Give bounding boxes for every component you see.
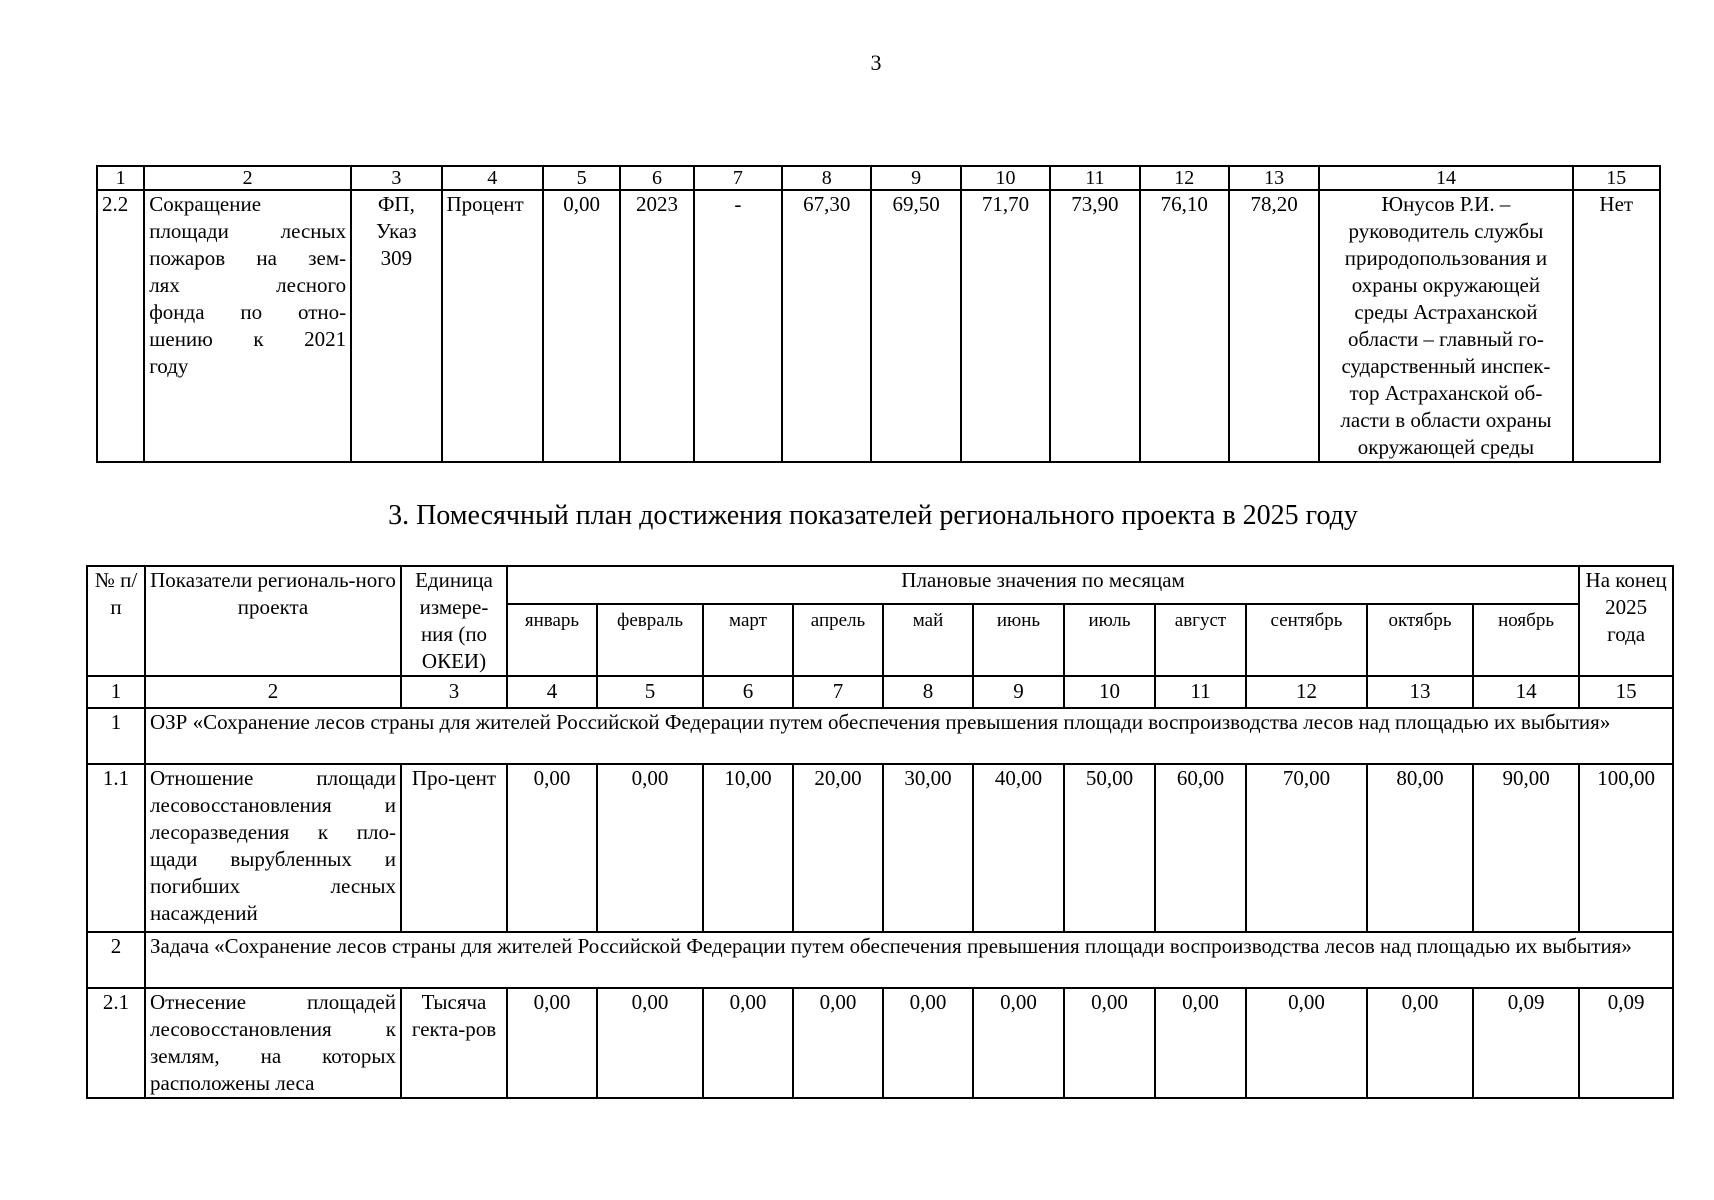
value-january: 0,00 bbox=[507, 764, 597, 932]
value-july: 50,00 bbox=[1064, 764, 1155, 932]
month-february: февраль bbox=[597, 604, 703, 676]
value-april: 0,00 bbox=[793, 988, 883, 1098]
base-year: 2023 bbox=[620, 190, 693, 462]
indicator-name: Отнесение площадей лесовосстановления к землям, на которых расположены леса bbox=[145, 988, 401, 1098]
value-year-end: 100,00 bbox=[1579, 764, 1673, 932]
section-text: Задача «Сохранение лесов страны для жителей Российской Федерации путем обеспечения превышения площади воспроизводства лесов над площадью их выбытия» bbox=[145, 932, 1673, 988]
col-number: 9 bbox=[973, 676, 1064, 708]
value-8: 67,30 bbox=[782, 190, 871, 462]
table1-col-4: 4 bbox=[442, 166, 543, 190]
col-number: 6 bbox=[703, 676, 793, 708]
month-june: июнь bbox=[973, 604, 1064, 676]
value-year-end: 0,09 bbox=[1579, 988, 1673, 1098]
table1-header-row bbox=[97, 166, 1660, 190]
table1-col-14: 14 bbox=[1319, 166, 1572, 190]
month-march: март bbox=[703, 604, 793, 676]
table-row bbox=[97, 190, 1660, 462]
base-value: 0,00 bbox=[543, 190, 620, 462]
col-number: 3 bbox=[401, 676, 507, 708]
value-may: 0,00 bbox=[883, 988, 973, 1098]
col-number: 14 bbox=[1473, 676, 1579, 708]
col15-value: Нет bbox=[1573, 190, 1661, 462]
month-september: сентябрь bbox=[1246, 604, 1367, 676]
table-row-section bbox=[87, 708, 1673, 764]
unit: Тысяча гекта-ров bbox=[401, 988, 507, 1098]
value-february: 0,00 bbox=[597, 988, 703, 1098]
value-january: 0,00 bbox=[507, 988, 597, 1098]
table1-col-8: 8 bbox=[782, 166, 871, 190]
col-number: 15 bbox=[1579, 676, 1673, 708]
row-number: 2.1 bbox=[87, 988, 145, 1098]
col-number: 5 bbox=[597, 676, 703, 708]
unit: Процент bbox=[442, 190, 543, 462]
value-june: 40,00 bbox=[973, 764, 1064, 932]
table1-col-15: 15 bbox=[1573, 166, 1661, 190]
col-number: 11 bbox=[1155, 676, 1246, 708]
table1-col-5: 5 bbox=[543, 166, 620, 190]
col-number: 7 bbox=[793, 676, 883, 708]
value-september: 0,00 bbox=[1246, 988, 1367, 1098]
col-end-header: На конец 2025 года bbox=[1579, 566, 1673, 676]
table-row-section bbox=[87, 932, 1673, 988]
value-november: 0,09 bbox=[1473, 988, 1579, 1098]
value-november: 90,00 bbox=[1473, 764, 1579, 932]
value-9: 69,50 bbox=[871, 190, 960, 462]
section-title: 3. Помесячный план достижения показателей регионального проекта в 2025 году bbox=[388, 500, 1358, 531]
table2-column-numbers bbox=[87, 676, 1673, 708]
table2-header-row-1 bbox=[87, 566, 1673, 604]
responsible-person: Юнусов Р.И. – руководитель службы природопользования и охраны окружающей среды Астраханской области – главный го- сударственный инспек- тор Астраханской об- ласти в области охраны окружающей среды bbox=[1319, 190, 1572, 462]
col-number: 13 bbox=[1367, 676, 1473, 708]
value-august: 0,00 bbox=[1155, 988, 1246, 1098]
value-february: 0,00 bbox=[597, 764, 703, 932]
page-number: 3 bbox=[870, 50, 882, 75]
month-july: июль bbox=[1064, 604, 1155, 676]
value-march: 10,00 bbox=[703, 764, 793, 932]
month-april: апрель bbox=[793, 604, 883, 676]
col-number: 4 bbox=[507, 676, 597, 708]
col7-value: - bbox=[694, 190, 782, 462]
value-august: 60,00 bbox=[1155, 764, 1246, 932]
table1-col-3: 3 bbox=[351, 166, 441, 190]
col-unit-header: Единица измере-ния (по ОКЕИ) bbox=[401, 566, 507, 676]
row-number: 1 bbox=[87, 708, 145, 764]
unit: Про-цент bbox=[401, 764, 507, 932]
col-number: 1 bbox=[87, 676, 145, 708]
row-number: 2 bbox=[87, 932, 145, 988]
table1-col-7: 7 bbox=[694, 166, 782, 190]
value-july: 0,00 bbox=[1064, 988, 1155, 1098]
indicator-name: Сокращение площади лесных пожаров на зем- лях лесного фонда по отно- шению к 2021 году bbox=[144, 190, 351, 462]
value-october: 0,00 bbox=[1367, 988, 1473, 1098]
table1-col-10: 10 bbox=[961, 166, 1050, 190]
table1-col-2: 2 bbox=[144, 166, 351, 190]
col-num-header: № п/п bbox=[87, 566, 145, 676]
month-january: январь bbox=[507, 604, 597, 676]
col-number: 2 bbox=[145, 676, 401, 708]
table-row bbox=[87, 988, 1673, 1098]
col-number: 10 bbox=[1064, 676, 1155, 708]
month-october: октябрь bbox=[1367, 604, 1473, 676]
col-number: 12 bbox=[1246, 676, 1367, 708]
indicators-table-continued bbox=[96, 165, 1661, 463]
value-13: 78,20 bbox=[1229, 190, 1319, 462]
value-may: 30,00 bbox=[883, 764, 973, 932]
section-text: ОЗР «Сохранение лесов страны для жителей Российской Федерации путем обеспечения превышения площади воспроизводства лесов над площадью их выбытия» bbox=[145, 708, 1673, 764]
value-12: 76,10 bbox=[1140, 190, 1229, 462]
value-april: 20,00 bbox=[793, 764, 883, 932]
table-row bbox=[87, 764, 1673, 932]
table1-col-1: 1 bbox=[97, 166, 144, 190]
col-indicator-header: Показатели региональ-ного проекта bbox=[145, 566, 401, 676]
col-planned-header: Плановые значения по месяцам bbox=[507, 566, 1579, 604]
table1-col-9: 9 bbox=[871, 166, 960, 190]
value-10: 71,70 bbox=[961, 190, 1050, 462]
indicator-level: ФП, Указ 309 bbox=[351, 190, 441, 462]
value-11: 73,90 bbox=[1050, 190, 1139, 462]
value-march: 0,00 bbox=[703, 988, 793, 1098]
table1-col-6: 6 bbox=[620, 166, 693, 190]
value-june: 0,00 bbox=[973, 988, 1064, 1098]
month-november: ноябрь bbox=[1473, 604, 1579, 676]
table1-col-13: 13 bbox=[1229, 166, 1319, 190]
month-august: август bbox=[1155, 604, 1246, 676]
table1-col-12: 12 bbox=[1140, 166, 1229, 190]
value-october: 80,00 bbox=[1367, 764, 1473, 932]
table1-col-11: 11 bbox=[1050, 166, 1139, 190]
monthly-plan-table bbox=[86, 565, 1674, 1099]
indicator-name: Отношение площади лесовосстановления и лесоразведения к пло-щади вырубленных и погибших лесных насаждений bbox=[145, 764, 401, 932]
month-may: май bbox=[883, 604, 973, 676]
row-number: 2.2 bbox=[97, 190, 144, 462]
row-number: 1.1 bbox=[87, 764, 145, 932]
value-september: 70,00 bbox=[1246, 764, 1367, 932]
col-number: 8 bbox=[883, 676, 973, 708]
